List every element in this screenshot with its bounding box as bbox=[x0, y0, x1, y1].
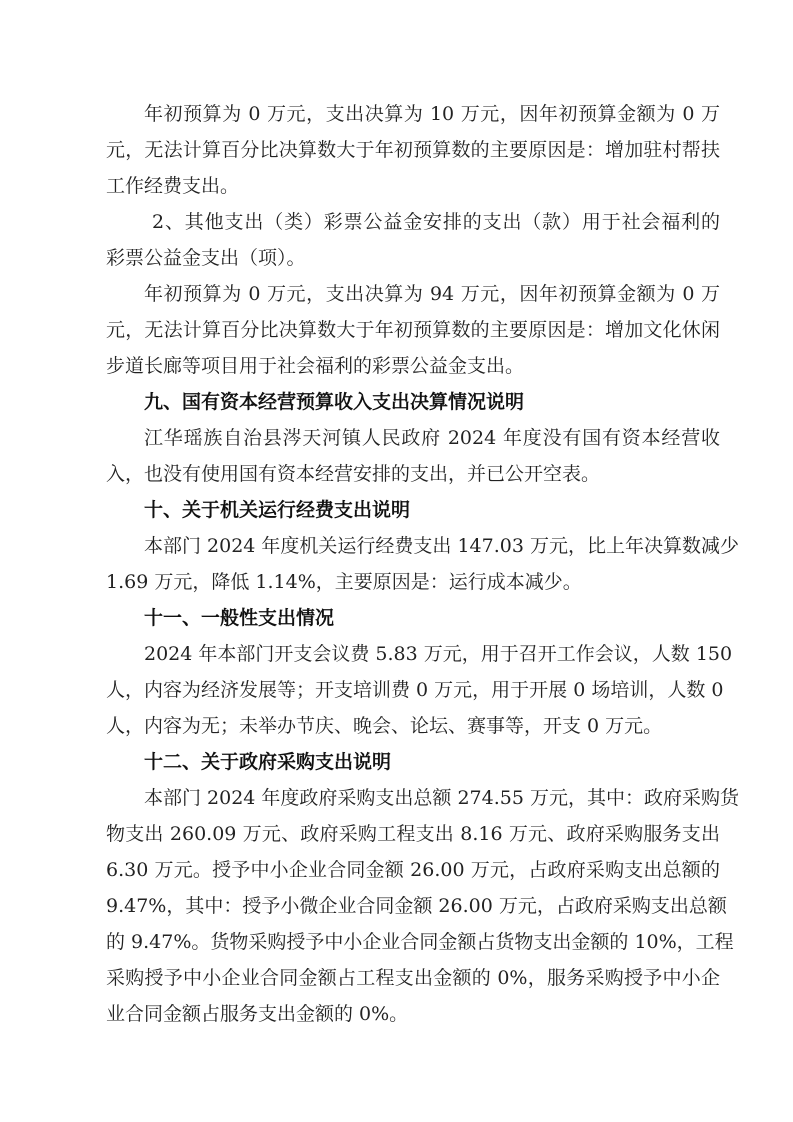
paragraph bbox=[106, 276, 720, 384]
text-line: 入，也没有使用国有资本经营安排的支出，并已公开空表。 bbox=[106, 463, 601, 485]
heading-text: 九、国有资本经营预算收入支出决算情况说明 bbox=[144, 391, 525, 413]
heading-text: 十一、一般性支出情况 bbox=[144, 607, 335, 629]
text-line: 元，无法计算百分比决算数大于年初预算数的主要原因是：增加文化休闲 bbox=[106, 319, 720, 341]
section-heading bbox=[106, 492, 720, 528]
text-line: 采购授予中小企业合同金额占工程支出金额的 0%，服务采购授予中小企 bbox=[106, 967, 720, 989]
text-line: 工作经费支出。 bbox=[106, 175, 240, 197]
text-line: 业合同金额占服务支出金额的 0%。 bbox=[106, 1003, 409, 1025]
heading-text: 十、关于机关运行经费支出说明 bbox=[144, 499, 411, 521]
text-line: 2024 年本部门开支会议费 5.83 万元，用于召开工作会议，人数 150 bbox=[144, 643, 733, 665]
text-line: 本部门 2024 年度政府采购支出总额 274.55 万元，其中：政府采购货 bbox=[144, 787, 739, 809]
text-line: 彩票公益金支出（项）。 bbox=[106, 247, 306, 269]
heading-text: 十二、关于政府采购支出说明 bbox=[144, 751, 392, 773]
paragraph bbox=[106, 528, 739, 600]
text-line: 物支出 260.09 万元、政府采购工程支出 8.16 万元、政府采购服务支出 bbox=[106, 823, 720, 845]
paragraph bbox=[106, 636, 733, 744]
text-line: 2、其他支出（类）彩票公益金安排的支出（款）用于社会福利的 bbox=[152, 211, 720, 233]
section-heading bbox=[106, 384, 720, 420]
paragraph bbox=[106, 420, 720, 492]
text-line: 步道长廊等项目用于社会福利的彩票公益金支出。 bbox=[106, 355, 525, 377]
text-line: 人，内容为无；未举办节庆、晚会、论坛、赛事等，开支 0 万元。 bbox=[106, 715, 663, 737]
text-line: 的 9.47%。货物采购授予中小企业合同金额占货物支出金额的 10%，工程 bbox=[106, 931, 734, 953]
text-line: 本部门 2024 年度机关运行经费支出 147.03 万元，比上年决算数减少 bbox=[144, 535, 739, 557]
text-line: 人，内容为经济发展等；开支培训费 0 万元，用于开展 0 场培训，人数 0 bbox=[106, 679, 724, 701]
text-line: 6.30 万元。授予中小企业合同金额 26.00 万元，占政府采购支出总额的 bbox=[106, 859, 720, 881]
text-line: 年初预算为 0 万元，支出决算为 10 万元，因年初预算金额为 0 万 bbox=[144, 103, 720, 125]
section-heading bbox=[106, 744, 720, 780]
text-line: 江华瑶族自治县涔天河镇人民政府 2024 年度没有国有资本经营收 bbox=[144, 427, 720, 449]
text-line: 元，无法计算百分比决算数大于年初预算数的主要原因是：增加驻村帮扶 bbox=[106, 139, 720, 161]
text-line: 9.47%，其中：授予小微企业合同金额 26.00 万元，占政府采购支出总额 bbox=[106, 895, 727, 917]
text-line: 年初预算为 0 万元，支出决算为 94 万元，因年初预算金额为 0 万 bbox=[144, 283, 720, 305]
paragraph bbox=[106, 780, 739, 1032]
text-line: 1.69 万元，降低 1.14%，主要原因是：运行成本减少。 bbox=[106, 571, 582, 593]
section-heading bbox=[106, 600, 720, 636]
paragraph bbox=[106, 204, 720, 276]
paragraph bbox=[106, 96, 720, 204]
document-page bbox=[106, 96, 739, 1032]
